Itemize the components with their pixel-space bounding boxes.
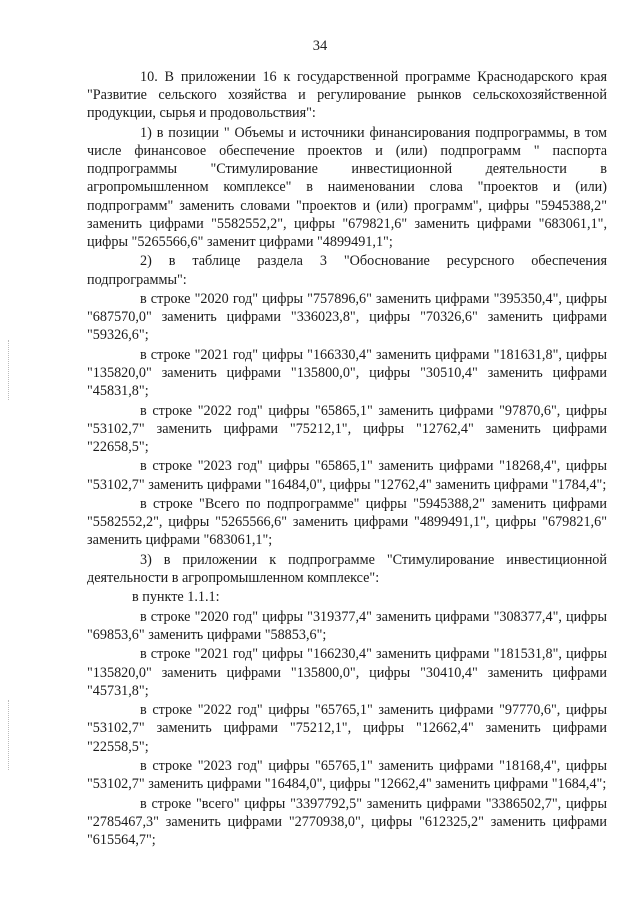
paragraph: в строке "2022 год" цифры "65865,1" заменить цифрами "97870,6", цифры "53102,7" заменить цифрами "75212,1", цифры "12762,4" заменить цифрами "22658,5"; — [87, 402, 607, 455]
paragraph: в строке "2023 год" цифры "65865,1" заменить цифрами "18268,4", цифры "53102,7" заменить цифрами "16484,0", цифры "12762,4" заменить цифрами "1784,4"; — [87, 458, 607, 493]
paragraph: в строке "всего" цифры "3397792,5" заменить цифрами "3386502,7", цифры "2785467,3" заменить цифрами "2770938,0", цифры "612325,2" заменить цифрами "615564,7"; — [87, 795, 607, 848]
paragraph: в строке "Всего по подпрограмме" цифры "5945388,2" заменить цифрами "5582552,2", цифры "5265566,6" заменить цифрами "4899491,1", цифры "679821,6" заменить цифрами "683061,1"; — [87, 495, 607, 549]
page-number: 34 — [312, 38, 328, 54]
paragraph: в строке "2022 год" цифры "65765,1" заменить цифрами "97770,6", цифры "53102,7" заменить цифрами "75212,1", цифры "12662,4" заменить цифрами "22558,5"; — [87, 702, 607, 755]
paragraph: в строке "2020 год" цифры "757896,6" заменить цифрами "395350,4", цифры "687570,0" заменить цифрами "336023,8", цифры "70326,6" заменить цифрами "59326,6"; — [87, 291, 607, 344]
paragraph: в строке "2021 год" цифры "166330,4" заменить цифрами "181631,8", цифры "135820,0" заменить цифрами "135800,0", цифры "30510,4" заменить цифрами "45831,8"; — [87, 346, 607, 400]
paragraph: в строке "2021 год" цифры "166230,4" заменить цифрами "181531,8", цифры "135820,0" заменить цифрами "135800,0", цифры "30410,4" заменить цифрами "45731,8"; — [87, 646, 607, 699]
paragraph: 1) в позиции " Объемы и источники финансирования подпрограммы, в том числе финансовое обеспечение проектов и (или) подпрограмм " паспорта подпрограммы "Стимулирование инвестиционной деятельности в агропромышленном комплексе" в наименовании слова "проектов и (или) подпрограмм" заменить словами "проектов и (или) программ", цифры "5945388,2" заменить цифрами "5582552,2", цифры "679821,6" заменить цифрами "683061,1", цифры "5265566,6" заменит цифрами "4899491,1"; — [87, 124, 607, 251]
scan-margin-artifact — [8, 340, 13, 400]
paragraph: 3) в приложении к подпрограмме "Стимулирование инвестиционной деятельности в агропромышленном комплексе": — [87, 551, 607, 586]
scan-margin-artifact — [8, 700, 13, 770]
paragraph: 10. В приложении 16 к государственной программе Краснодарского края "Развитие сельского хозяйства и регулирование рынков сельскохозяйственной продукции, сырья и продовольствия": — [87, 69, 607, 122]
paragraph: в строке "2023 год" цифры "65765,1" заменить цифрами "18168,4", цифры "53102,7" заменить цифрами "16484,0", цифры "12662,4" заменить цифрами "1684,4"; — [87, 757, 607, 793]
document-body — [87, 68, 607, 850]
paragraph: 2) в таблице раздела 3 "Обоснование ресурсного обеспечения подпрограммы": — [87, 253, 607, 288]
paragraph: в пункте 1.1.1: — [132, 589, 220, 606]
paragraph: в строке "2020 год" цифры "319377,4" заменить цифрами "308377,4", цифры "69853,6" заменить цифрами "58853,6"; — [87, 608, 607, 643]
